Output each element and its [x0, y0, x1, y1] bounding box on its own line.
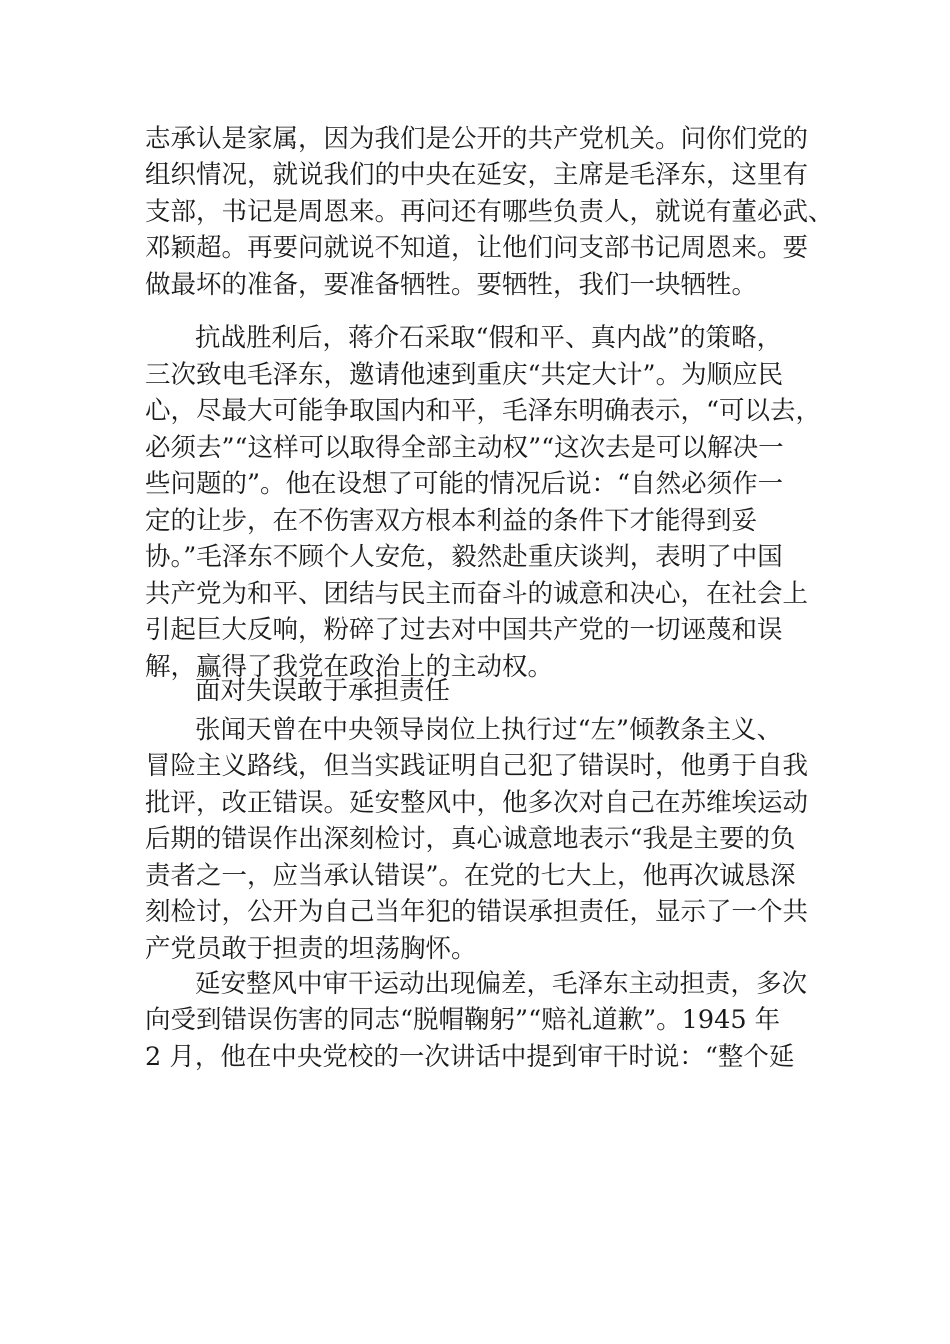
text-line-10: 些问题的”。他在设想了可能的情况后说：“自然必须作一: [145, 469, 784, 499]
text-line-12: 协。”毛泽东不顾个人安危，毅然赴重庆谈判，表明了中国: [145, 542, 783, 572]
text-line-22: 刻检讨，公开为自己当年犯的错误承担责任，显示了一个共: [145, 897, 809, 927]
text-line-20: 后期的错误作出深刻检讨，真心诚意地表示“我是主要的负: [145, 824, 796, 854]
text-line-11: 定的让步，在不伤害双方根本利益的条件下才能得到妥: [145, 506, 758, 536]
text-line-13: 共产党为和平、团结与民主而奋斗的诚意和决心，在社会上: [145, 579, 809, 609]
text-line-23: 产党员敢于担责的坦荡胸怀。: [145, 934, 477, 964]
paragraph-start-line-6: 抗战胜利后，蒋介石采取“假和平、真内战”的策略，: [195, 323, 783, 353]
text-line-9: 必须去”“这样可以取得全部主动权”“这次去是可以解决一: [145, 433, 784, 463]
text-line-8: 心，尽最大可能争取国内和平，毛泽东明确表示，“可以去，: [145, 396, 822, 426]
text-line-1: 志承认是家属，因为我们是公开的共产党机关。问你们党的: [145, 124, 809, 154]
text-line-14: 引起巨大反响，粉碎了过去对中国共产党的一切诬蔑和误: [145, 615, 783, 645]
text-line-21: 责者之一，应当承认错误”。在党的七大上，他再次诚恳深: [145, 861, 796, 891]
text-line-4: 邓颖超。再要问就说不知道，让他们问支部书记周恩来。要: [145, 233, 809, 263]
paragraph-start-line-24: 延安整风中审干运动出现偏差，毛泽东主动担责，多次: [195, 969, 808, 999]
text-line-25: 向受到错误伤害的同志“脱帽鞠躬”“赔礼道歉”。1945 年: [145, 1005, 781, 1035]
text-line-19: 批评，改正错误。延安整风中，他多次对自己在苏维埃运动: [145, 788, 809, 818]
text-line-7: 三次致电毛泽东，邀请他速到重庆“共定大计”。为顺应民: [145, 360, 784, 390]
text-line-3: 支部，书记是周恩来。再问还有哪些负责人，就说有董必武、: [145, 197, 834, 227]
text-line-15: 解，赢得了我党在政治上的主动权。: [145, 652, 554, 682]
text-line-26: 2 月，他在中央党校的一次讲话中提到审干时说：“整个延: [145, 1042, 795, 1072]
paragraph-start-line-17: 张闻天曾在中央领导岗位上执行过“左”倾教条主义、: [195, 715, 783, 745]
text-line-18: 冒险主义路线，但当实践证明自己犯了错误时，他勇于自我: [145, 751, 809, 781]
text-line-5: 做最坏的准备，要准备牺牲。要牺牲，我们一块牺牲。: [145, 270, 758, 300]
text-line-2: 组织情况，就说我们的中央在延安，主席是毛泽东，这里有: [145, 160, 809, 190]
section-heading: 面对失误敢于承担责任: [195, 676, 451, 706]
